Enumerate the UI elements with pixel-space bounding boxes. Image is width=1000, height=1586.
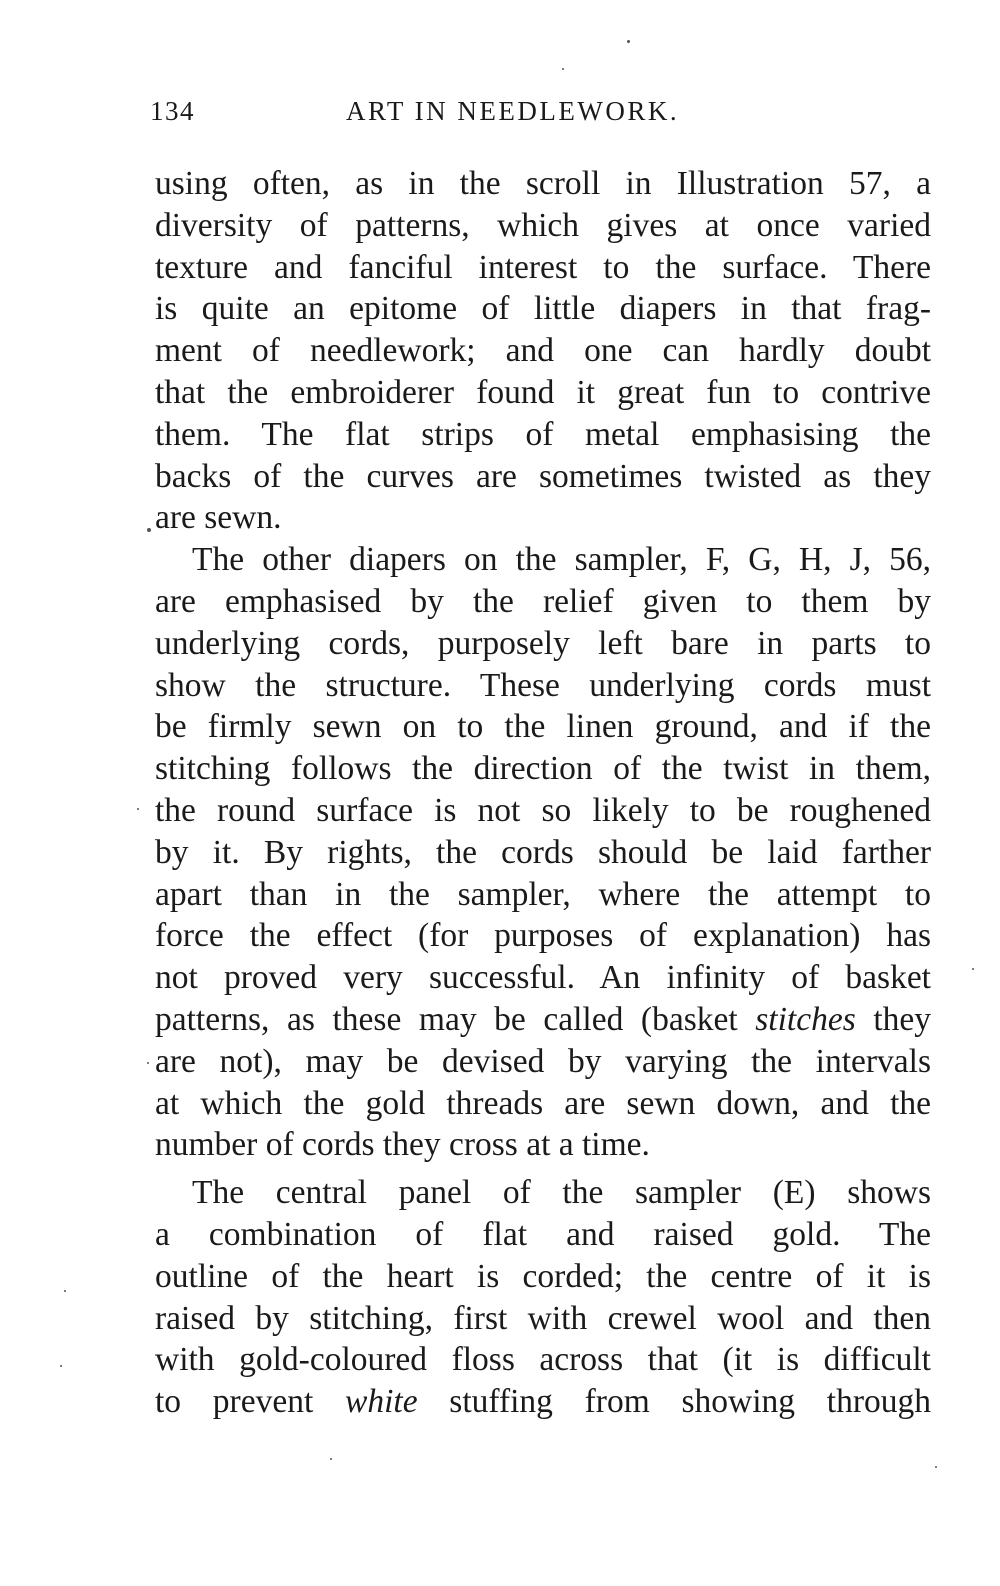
scan-speck	[562, 68, 564, 70]
text-line: not proved very successful. An infinity of basket	[155, 959, 931, 997]
text-run: stuffing from showing through	[417, 1383, 931, 1421]
text-line: at which the gold threads are sewn down, and the	[155, 1084, 931, 1122]
paragraph-1	[155, 163, 931, 539]
paragraph-3	[155, 1172, 931, 1423]
text-line: The central panel of the sampler (E) shows	[192, 1174, 931, 1212]
text-line: show the structure. These underlying cords must	[155, 666, 931, 704]
scan-speck	[330, 1458, 332, 1460]
running-head: ART IN NEEDLEWORK.	[346, 96, 680, 126]
italic-word: white	[344, 1383, 418, 1421]
text-line: stitching follows the direction of the twist in them,	[155, 750, 931, 788]
page-number: 134	[150, 96, 195, 126]
text-line: that the embroiderer found it great fun to contrive	[155, 373, 931, 411]
text-line: by it. By rights, the cords should be laid farther	[155, 833, 931, 871]
text-line: underlying cords, purposely left bare in parts to	[155, 624, 931, 662]
text-line: be firmly sewn on to the linen ground, and if the	[155, 708, 931, 746]
body-text	[155, 163, 931, 1423]
text-line	[155, 999, 931, 1041]
scan-speck	[935, 1466, 937, 1468]
text-line: with gold-coloured floss across that (it is difficult	[155, 1341, 931, 1379]
scan-speck	[64, 1290, 66, 1292]
page-header	[150, 96, 930, 136]
text-line: is quite an epitome of little diapers in that frag-	[155, 290, 931, 328]
text-line: are not), may be devised by varying the intervals	[155, 1042, 931, 1080]
scan-speck	[627, 40, 630, 43]
text-line: ment of needlework; and one can hardly doubt	[155, 332, 931, 370]
italic-word: stitches	[755, 1000, 856, 1038]
paragraph-2	[155, 539, 931, 1166]
text-line: are sewn.	[155, 499, 282, 537]
text-line: are emphasised by the relief given to them by	[155, 582, 931, 620]
text-run: they	[855, 1000, 931, 1038]
text-line: raised by stitching, first with crewel wool and then	[155, 1299, 931, 1337]
text-line: number of cords they cross at a time.	[155, 1126, 650, 1164]
scan-speck	[137, 808, 139, 810]
text-line: them. The flat strips of metal emphasising the	[155, 415, 931, 453]
scan-speck	[972, 968, 974, 970]
text-line: using often, as in the scroll in Illustration 57, a	[155, 165, 931, 202]
text-line: apart than in the sampler, where the attempt to	[155, 875, 931, 913]
scan-speck	[147, 528, 151, 532]
text-run: to prevent	[155, 1383, 345, 1421]
text-line: diversity of patterns, which gives at once varied	[155, 206, 931, 244]
text-line: backs of the curves are sometimes twisted as they	[155, 457, 931, 495]
text-run: patterns, as these may be called (basket	[155, 1000, 756, 1038]
scan-speck	[60, 1365, 62, 1367]
text-line: texture and fanciful interest to the surface. There	[155, 248, 931, 286]
scan-speck	[147, 1062, 149, 1064]
text-line: the round surface is not so likely to be roughened	[155, 791, 931, 829]
text-line: The other diapers on the sampler, F, G, H, J, 56,	[192, 541, 931, 579]
text-line: a combination of flat and raised gold. The	[155, 1215, 931, 1253]
text-line: outline of the heart is corded; the centre of it is	[155, 1257, 931, 1295]
text-line	[155, 1381, 931, 1423]
text-line: force the effect (for purposes of explanation) has	[155, 917, 931, 955]
